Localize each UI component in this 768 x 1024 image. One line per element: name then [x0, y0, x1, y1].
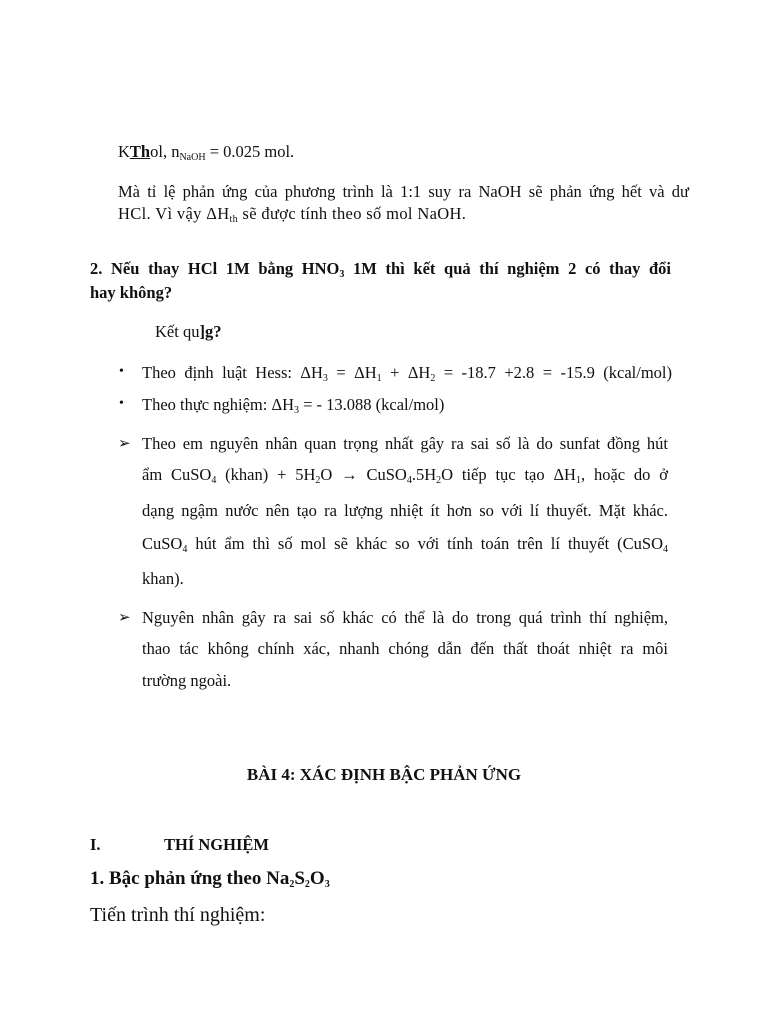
c1-t5: O tiếp tục tạo ΔH — [441, 465, 576, 484]
hess-s1: 3 — [322, 373, 328, 384]
cause-1-line-2 — [142, 464, 668, 486]
result-label-bold: ]g? — [199, 322, 222, 341]
c1-s5: 1 — [575, 475, 581, 486]
cause-2-line-2: thao tác không chính xác, nhanh chóng dẫn đến thất thoát nhiệt ra môi — [142, 639, 668, 658]
bullet-icon: • — [119, 364, 124, 379]
sub1-s1: 2 — [289, 879, 295, 890]
hess-t3: + ΔH — [381, 363, 431, 382]
exp-t1: Theo thực nghiệm: ΔH — [142, 395, 294, 414]
section-title: BÀI 4: XÁC ĐỊNH BẬC PHẢN ỨNG — [246, 765, 522, 784]
cause-2-line-3: trường ngoài. — [142, 671, 232, 690]
cause-2-line-1: Nguyên nhân gây ra sai số khác có thể là do trong quá trình thí nghiệm, — [142, 608, 668, 627]
c1-t3: O → CuSO — [320, 465, 407, 484]
sub1-t2: S — [294, 868, 305, 889]
question-2-line-2: hay không? — [90, 283, 173, 302]
q2-subscript-3: 3 — [339, 269, 345, 280]
c1-s2: 2 — [315, 475, 321, 486]
hess-law-line — [142, 362, 672, 384]
cause-1-line-3: dạng ngậm nước nên tạo ra lượng nhiệt ít hơn so với lí thuyết. Mặt khác. — [142, 501, 668, 520]
hess-s2: 1 — [376, 373, 382, 384]
heading-i-text: THÍ NGHIỆM — [164, 835, 269, 854]
c1l4-t1: CuSO — [142, 534, 183, 553]
exp-t2: = - 13.088 (kcal/mol) — [298, 395, 445, 414]
c1-s1: 4 — [211, 475, 217, 486]
process-label: Tiến trình thí nghiệm: — [90, 904, 266, 926]
ratio-line-1: Mà tỉ lệ phản ứng của phương trình là 1:1 suy ra NaOH sẽ phản ứng hết và dư — [118, 182, 689, 201]
text-calc-naoh: sẽ được tính theo số mol NaOH. — [237, 204, 467, 223]
subheading-order-na2s2o3 — [90, 867, 330, 891]
c1-t1: ẩm CuSO — [142, 465, 212, 484]
text-mol-value: = 0.025 mol. — [205, 142, 295, 161]
sub1-s2: 2 — [304, 879, 310, 890]
c1l4-s1: 4 — [182, 544, 188, 555]
bullet-icon: • — [119, 396, 124, 411]
c1l4-s2: 4 — [663, 544, 668, 555]
sub1-s3: 3 — [324, 879, 330, 890]
sub1-t1: 1. Bậc phản ứng theo Na — [90, 868, 290, 889]
heading-i-number: I. — [90, 835, 101, 854]
hess-t2: = ΔH — [327, 363, 377, 382]
cause-1-line-5: khan). — [142, 569, 184, 588]
cause-1-line-1: Theo em nguyên nhân quan trọng nhất gây ra sai số là do sunfat đồng hút — [142, 434, 668, 453]
c1-s4: 2 — [436, 475, 442, 486]
result-label — [155, 321, 221, 343]
text-ol: ol, n — [150, 142, 180, 161]
q2-text-b: 1M thì kết quả thí nghiệm 2 có thay đổi — [344, 259, 671, 278]
c1-t6: , hoặc do ở — [580, 465, 668, 484]
text-th: Th — [129, 142, 151, 161]
text-hcl-dh: HCl. Vì vậy ΔH — [118, 204, 230, 223]
c1-t4: .5H — [411, 465, 437, 484]
subscript-th: th — [229, 214, 238, 225]
ratio-line-2 — [118, 203, 466, 225]
hess-t1: Theo định luật Hess: ΔH — [142, 363, 323, 382]
arrow-bullet-icon: ➢ — [118, 436, 131, 452]
sub1-t3: O — [309, 868, 325, 889]
result-label-text: Kết qu — [155, 322, 200, 341]
experimental-line — [142, 394, 444, 416]
cause-1-line-4 — [142, 533, 668, 555]
mol-naoh-line — [118, 141, 294, 163]
text-k: K — [118, 142, 130, 161]
q2-text-a: 2. Nếu thay HCl 1M bằng HNO — [90, 259, 340, 278]
exp-s1: 3 — [293, 405, 299, 416]
c1-s3: 4 — [406, 475, 412, 486]
arrow-bullet-icon: ➢ — [118, 610, 131, 626]
c1-t2: (khan) + 5H — [216, 465, 316, 484]
c1l4-t2: hút ẩm thì số mol sẽ khác so với tính toán trên lí thuyết (CuSO — [187, 534, 663, 553]
subscript-naoh: NaOH — [179, 152, 206, 163]
question-2-line-1 — [90, 258, 671, 280]
hess-s3: 2 — [430, 373, 436, 384]
hess-t4: = -18.7 +2.8 = -15.9 (kcal/mol) — [435, 363, 672, 382]
